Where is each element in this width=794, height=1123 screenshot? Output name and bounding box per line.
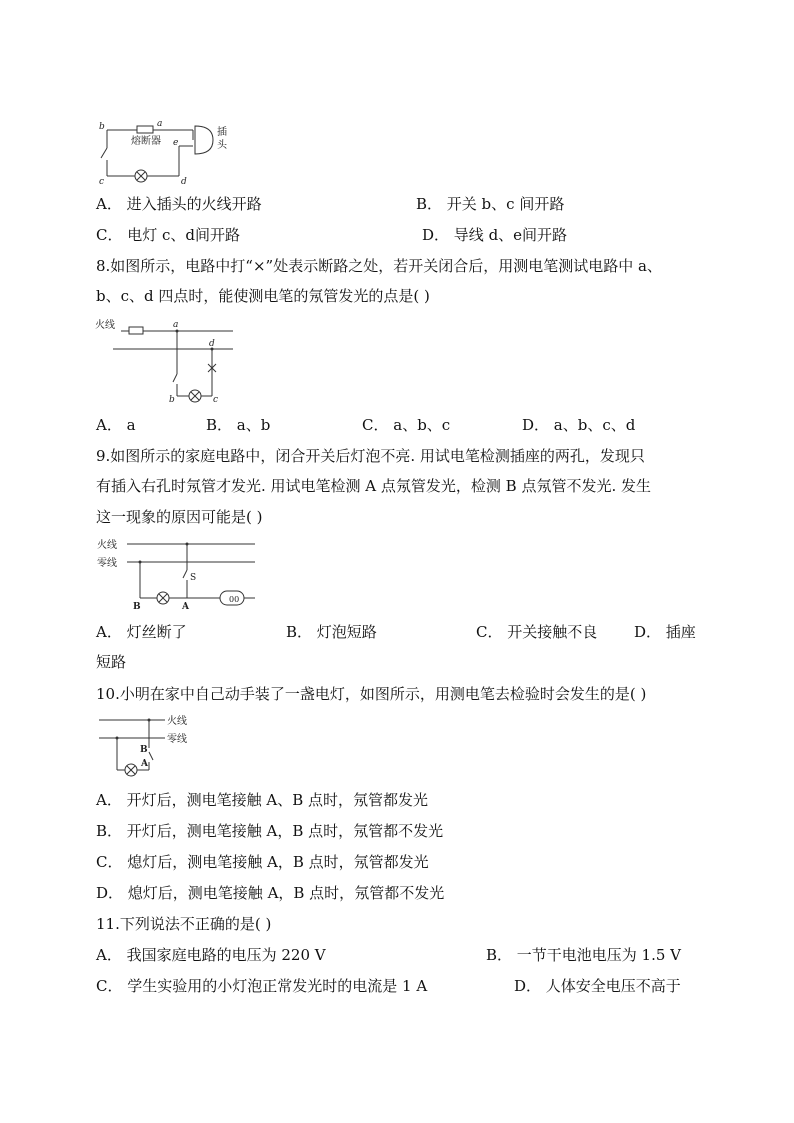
q8-stem-line-1: 8.如图所示，电路中打“×”处表示断路之处，若开关闭合后，用测电笔测试电路中 a、 <box>96 257 662 275</box>
label-d: d <box>181 177 187 186</box>
q10-option-d[interactable]: D． 熄灯后，测电笔接触 A，B 点时，氖管都不发光 <box>96 884 445 902</box>
q9-option-c[interactable]: C． 开关接触不良 <box>476 623 598 641</box>
label-live-wire: 火线 <box>167 716 187 727</box>
label-fuse: 熔断器 <box>131 136 161 147</box>
label-switch-s: S <box>190 573 197 583</box>
figure-q8-circuit <box>95 316 240 406</box>
label-live-wire: 火线 <box>97 540 117 551</box>
q9-option-d[interactable]: D． 插座 <box>634 623 696 641</box>
q7-option-c[interactable]: C． 电灯 c、d间开路 <box>96 226 241 244</box>
q9-option-d-continued: 短路 <box>96 653 127 671</box>
label-b: b <box>99 122 105 132</box>
label-point-b: B <box>140 745 148 755</box>
label-point-b: B <box>133 602 141 612</box>
figure-q10-circuit <box>95 712 200 780</box>
q8-option-b[interactable]: B． a、b <box>206 416 271 434</box>
q8-option-d[interactable]: D． a、b、c、d <box>522 416 636 434</box>
q10-option-c[interactable]: C． 熄灯后，测电笔接触 A，B 点时，氖管都发光 <box>96 853 429 871</box>
q10-option-a[interactable]: A． 开灯后，测电笔接触 A、B 点时，氖管都发光 <box>96 791 428 809</box>
switch-symbol <box>101 148 107 158</box>
q7-option-a[interactable]: A． 进入插头的火线开路 <box>96 195 262 213</box>
label-neutral-wire: 零线 <box>97 558 117 569</box>
label-point-a: A <box>182 602 189 612</box>
q11-option-d[interactable]: D． 人体安全电压不高于 <box>514 977 681 995</box>
q11-option-b[interactable]: B． 一节干电池电压为 1.5 V <box>486 946 682 964</box>
q8-stem-line-2: b、c、d 四点时，能使测电笔的氖管发光的点是( ) <box>96 287 430 305</box>
label-plug-1: 插 <box>217 127 227 138</box>
label-neutral-wire: 零线 <box>167 734 187 745</box>
label-a: a <box>173 320 179 330</box>
fuse-symbol <box>137 126 153 133</box>
q11-option-c[interactable]: C． 学生实验用的小灯泡正常发光时的电流是 1 A <box>96 977 428 995</box>
q8-option-c[interactable]: C． a、b、c <box>362 416 451 434</box>
label-c: c <box>99 177 105 186</box>
figure-q9-circuit <box>95 536 260 612</box>
q9-option-b[interactable]: B． 灯泡短路 <box>286 623 377 641</box>
figure-q7-circuit <box>95 118 245 186</box>
plug-symbol <box>195 126 213 154</box>
label-d: d <box>209 339 215 349</box>
q7-option-b[interactable]: B． 开关 b、c 间开路 <box>416 195 565 213</box>
q9-stem-line-3: 这一现象的原因可能是( ) <box>96 508 263 526</box>
q7-option-d[interactable]: D． 导线 d、e间开路 <box>422 226 568 244</box>
label-c: c <box>213 395 219 405</box>
q9-stem-line-1: 9.如图所示的家庭电路中，闭合开关后灯泡不亮. 用试电笔检测插座的两孔，发现只 <box>96 447 645 465</box>
q8-option-a[interactable]: A． a <box>96 416 136 434</box>
label-point-a: A <box>141 759 148 769</box>
q11-option-a[interactable]: A． 我国家庭电路的电压为 220 V <box>96 946 326 964</box>
label-e: e <box>173 138 179 148</box>
label-b: b <box>169 395 175 405</box>
q11-stem: 11.下列说法不正确的是( ) <box>96 915 272 933</box>
label-a: a <box>157 119 163 129</box>
q9-stem-line-2: 有插入右孔时氖管才发光. 用试电笔检测 A 点氖管发光，检测 B 点氖管不发光. 发生 <box>96 477 652 495</box>
label-plug-2: 头 <box>217 140 227 151</box>
q9-option-a[interactable]: A． 灯丝断了 <box>96 623 187 641</box>
label-live-wire: 火线 <box>95 320 115 331</box>
q10-stem: 10.小明在家中自己动手装了一盏电灯，如图所示，用测电笔去检验时会发生的是( ) <box>96 685 647 703</box>
q10-option-b[interactable]: B． 开灯后，测电笔接触 A，B 点时，氖管都不发光 <box>96 822 444 840</box>
socket-holes: 00 <box>229 595 240 604</box>
